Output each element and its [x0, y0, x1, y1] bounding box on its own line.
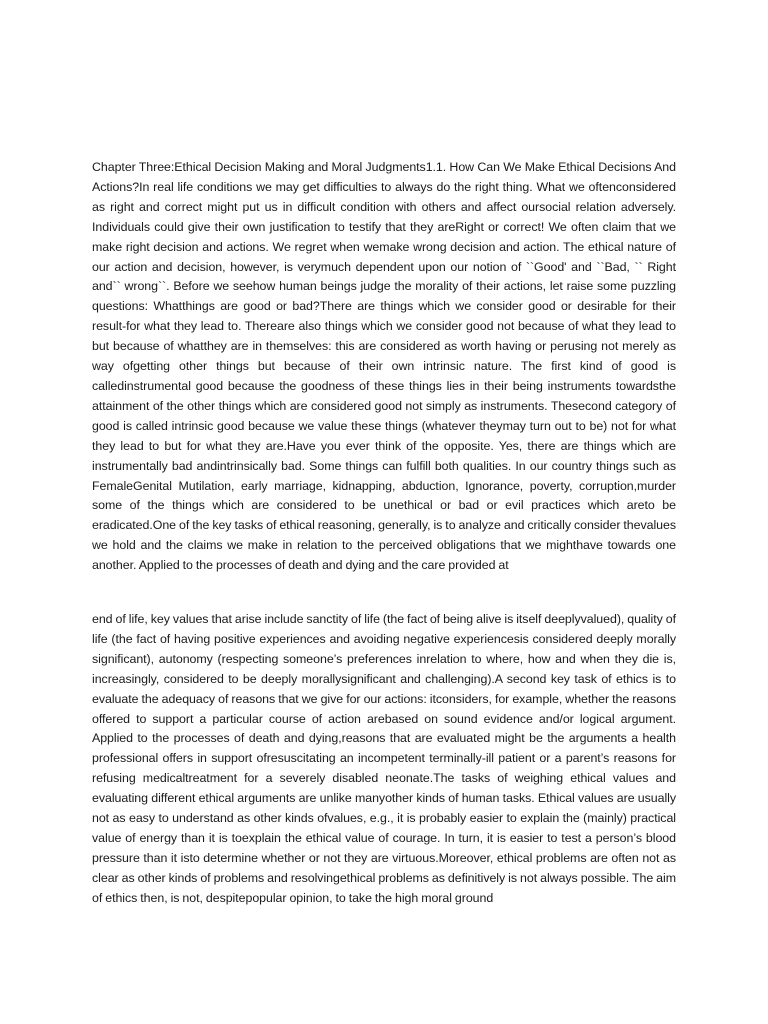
body-paragraph-2: end of life, key values that arise include sanctity of life (the fact of being alive is itself deeplyvalued), quality of life (the fact of having positive experiences and avoiding negative experiencesis considered deeply morally significant), autonomy (respecting someone’s preferences inrelation to where, how and when they die is, increasingly, considered to be deeply morallysignificant and challenging).A second key task of ethics is to evaluate the adequacy of reasons that we give for our actions: itconsiders, for example, whether the reasons offered to support a particular course of action arebased on sound evidence and/or logical argument. Applied to the processes of death and dying,reasons that are evaluated might be the arguments a health professional offers in support ofresuscitating an incompetent terminally-ill patient or a parent’s reasons for refusing medicaltreatment for a severely disabled neonate.The tasks of weighing ethical values and evaluating different ethical arguments are unlike manyother kinds of human tasks. Ethical values are usually not as easy to understand as other kinds ofvalues, e.g., it is probably easier to explain the (mainly) practical value of energy than it is toexplain the ethical value of courage. In turn, it is easier to test a person’s blood pressure than it isto determine whether or not they are virtuous.Moreover, ethical problems are often not as clear as other kinds of problems and resolvingethical problems as definitively is not always possible. The aim of ethics then, is not, despitepopular opinion, to take the high moral ground	[92, 612, 676, 905]
body-paragraph-1: Chapter Three:Ethical Decision Making and Moral Judgments1.1. How Can We Make Ethical Decisions And Actions?In real life conditions we may get difficulties to always do the right thing. What we oftenconsidered as right and correct might put us in difficult condition with others and affect oursocial relation adversely. Individuals could give their own justification to testify that they areRight or correct! We often claim that we make right decision and actions. We regret when wemake wrong decision and action. The ethical nature of our action and decision, however, is verymuch dependent upon our notion of ``Good' and ``Bad, `` Right and`` wrong``. Before we seehow human beings judge the morality of their actions, let raise some puzzling questions: Whatthings are good or bad?There are things which we consider good or desirable for their result-for what they lead to. Thereare also things which we consider good not because of what they lead to but because of whatthey are in themselves: this are considered as worth having or perusing not merely as way ofgetting other things but because of their own intrinsic nature. The first kind of good is calledinstrumental good because the goodness of these things lies in their being instruments towardsthe attainment of the other things which are considered good not simply as instruments. Thesecond category of good is called intrinsic good because we value these things (whatever theymay turn out to be) not for what they lead to but for what they are.Have you ever think of the opposite. Yes, there are things which are instrumentally bad andintrinsically bad. Some things can fulfill both qualities. In our country things such as FemaleGenital Mutilation, early marriage, kidnapping, abduction, Ignorance, poverty, corruption,murder some of the things which are considered to be unethical or bad or evil practices which areto be eradicated.One of the key tasks of ethical reasoning, generally, is to analyze and critically consider thevalues we hold and the claims we make in relation to the perceived obligations that we mighthave towards one another. Applied to the processes of death and dying and the care provided at	[92, 160, 676, 573]
